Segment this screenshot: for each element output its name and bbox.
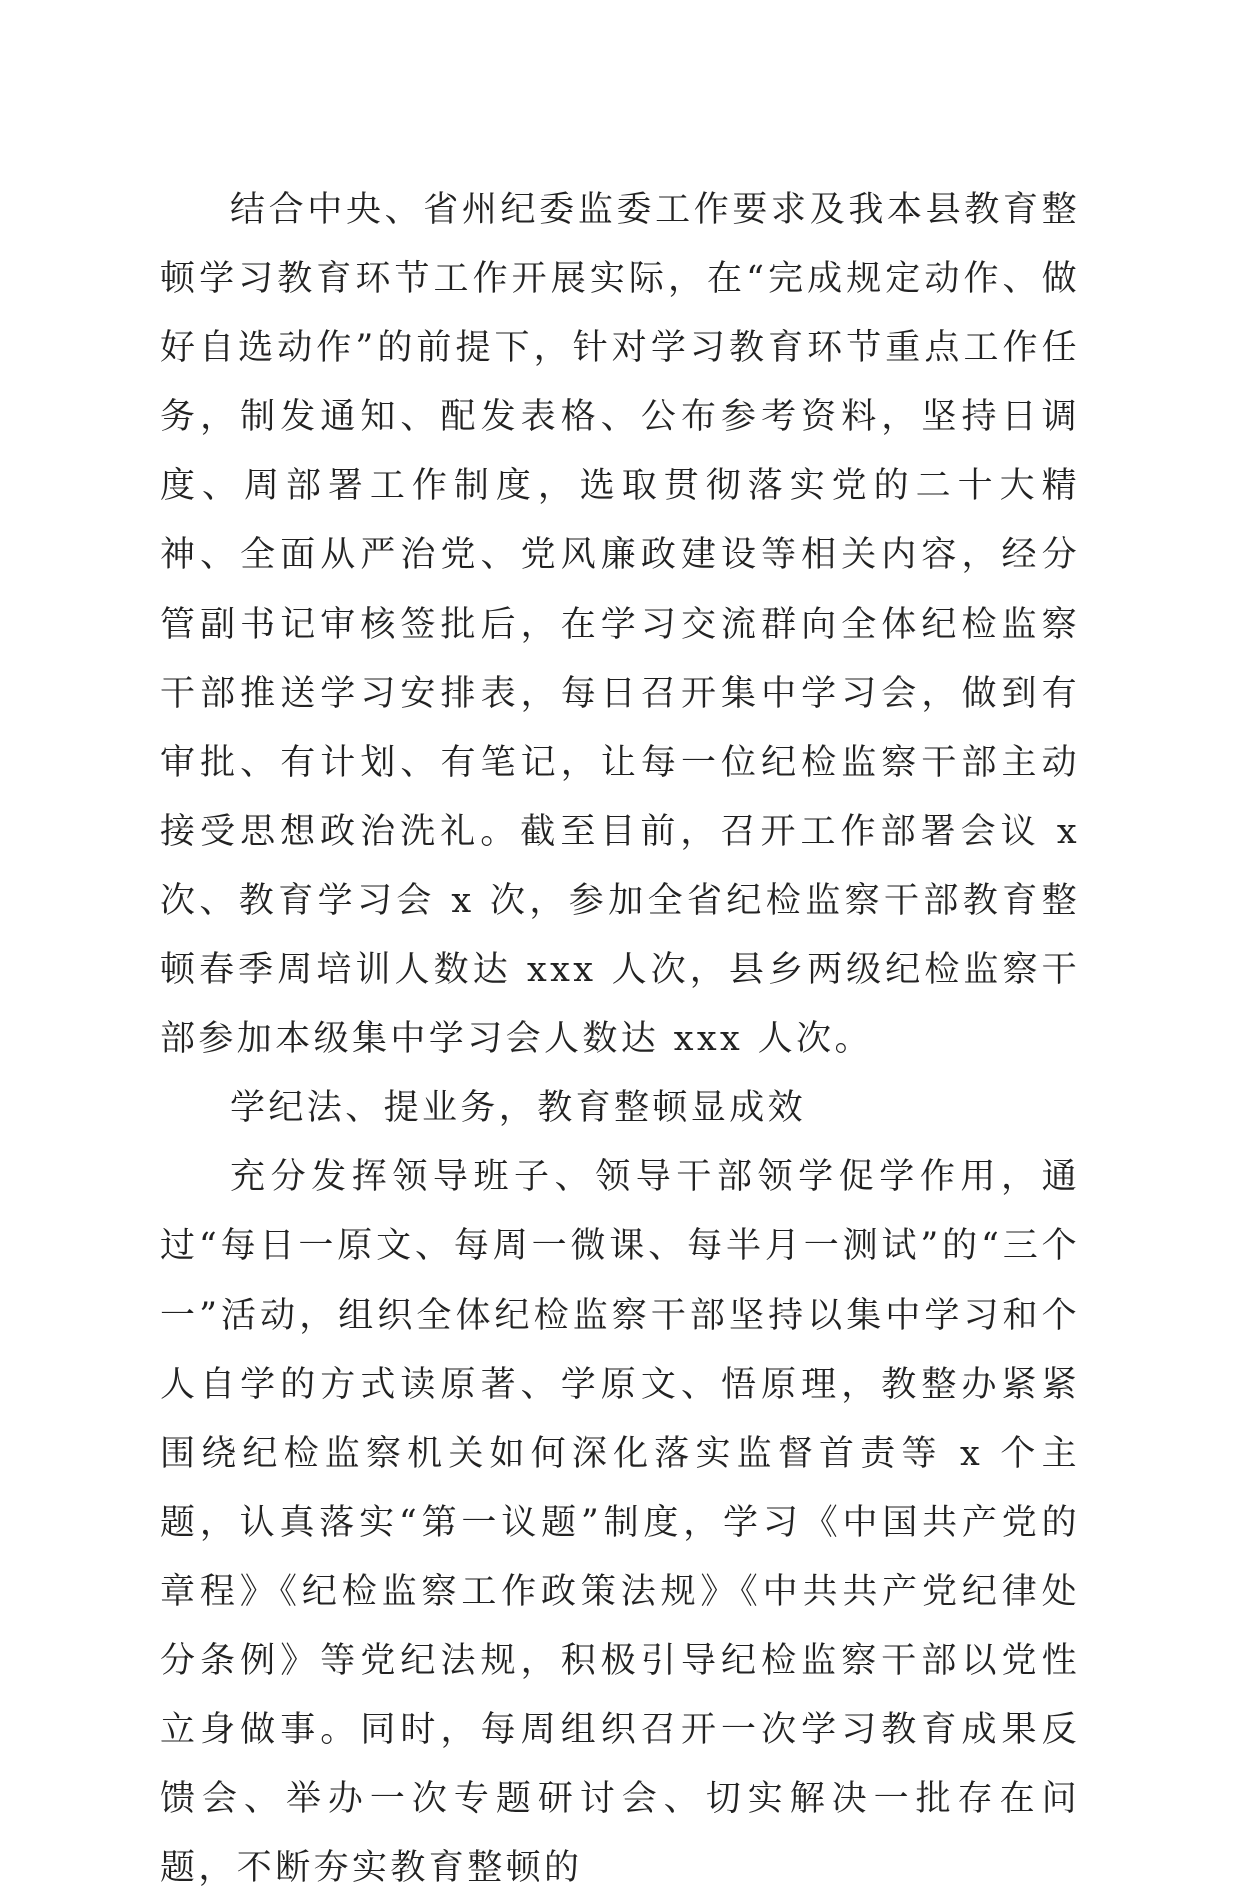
section-heading: 学纪法、提业务，教育整顿显成效 xyxy=(230,1088,807,1129)
document-body xyxy=(160,176,1080,1903)
paragraph-study-arrangements: 结合中央、省州纪委监委工作要求及我本县教育整顿学习教育环节工作开展实际，在“完成规定动作、做好自选动作”的前提下，针对学习教育环节重点工作任务，制发通知、配发表格、公布参考资料，坚持日调度、周部署工作制度，选取贯彻落实党的二十大精神、全面从严治党、党风廉政建设等相关内容，经分管副书记审核签批后，在学习交流群向全体纪检监察干部推送学习安排表，每日召开集中学习会，做到有审批、有计划、有笔记，让每一位纪检监察干部主动接受思想政治洗礼。截至目前，召开工作部署会议 x 次、教育学习会 x 次，参加全省纪检监察干部教育整顿春季周培训人数达 xxx 人次，县乡两级纪检监察干部参加本级集中学习会人数达 xxx 人次。 xyxy=(160,190,1080,1060)
paragraph-study-results: 充分发挥领导班子、领导干部领学促学作用，通过“每日一原文、每周一微课、每半月一测试”的“三个一”活动，组织全体纪检监察干部坚持以集中学习和个人自学的方式读原著、学原文、悟原理，教整办紧紧围绕纪检监察机关如何深化落实监督首责等 x 个主题，认真落实“第一议题”制度，学习《中国共产党的章程》《纪检监察工作政策法规》《中共共产党纪律处分条例》等党纪法规，积极引导纪检监察干部以党性立身做事。同时，每周组织召开一次学习教育成果反馈会、举办一次专题研讨会、切实解决一批存在问题，不断夯实教育整顿的 xyxy=(160,1157,1080,1889)
